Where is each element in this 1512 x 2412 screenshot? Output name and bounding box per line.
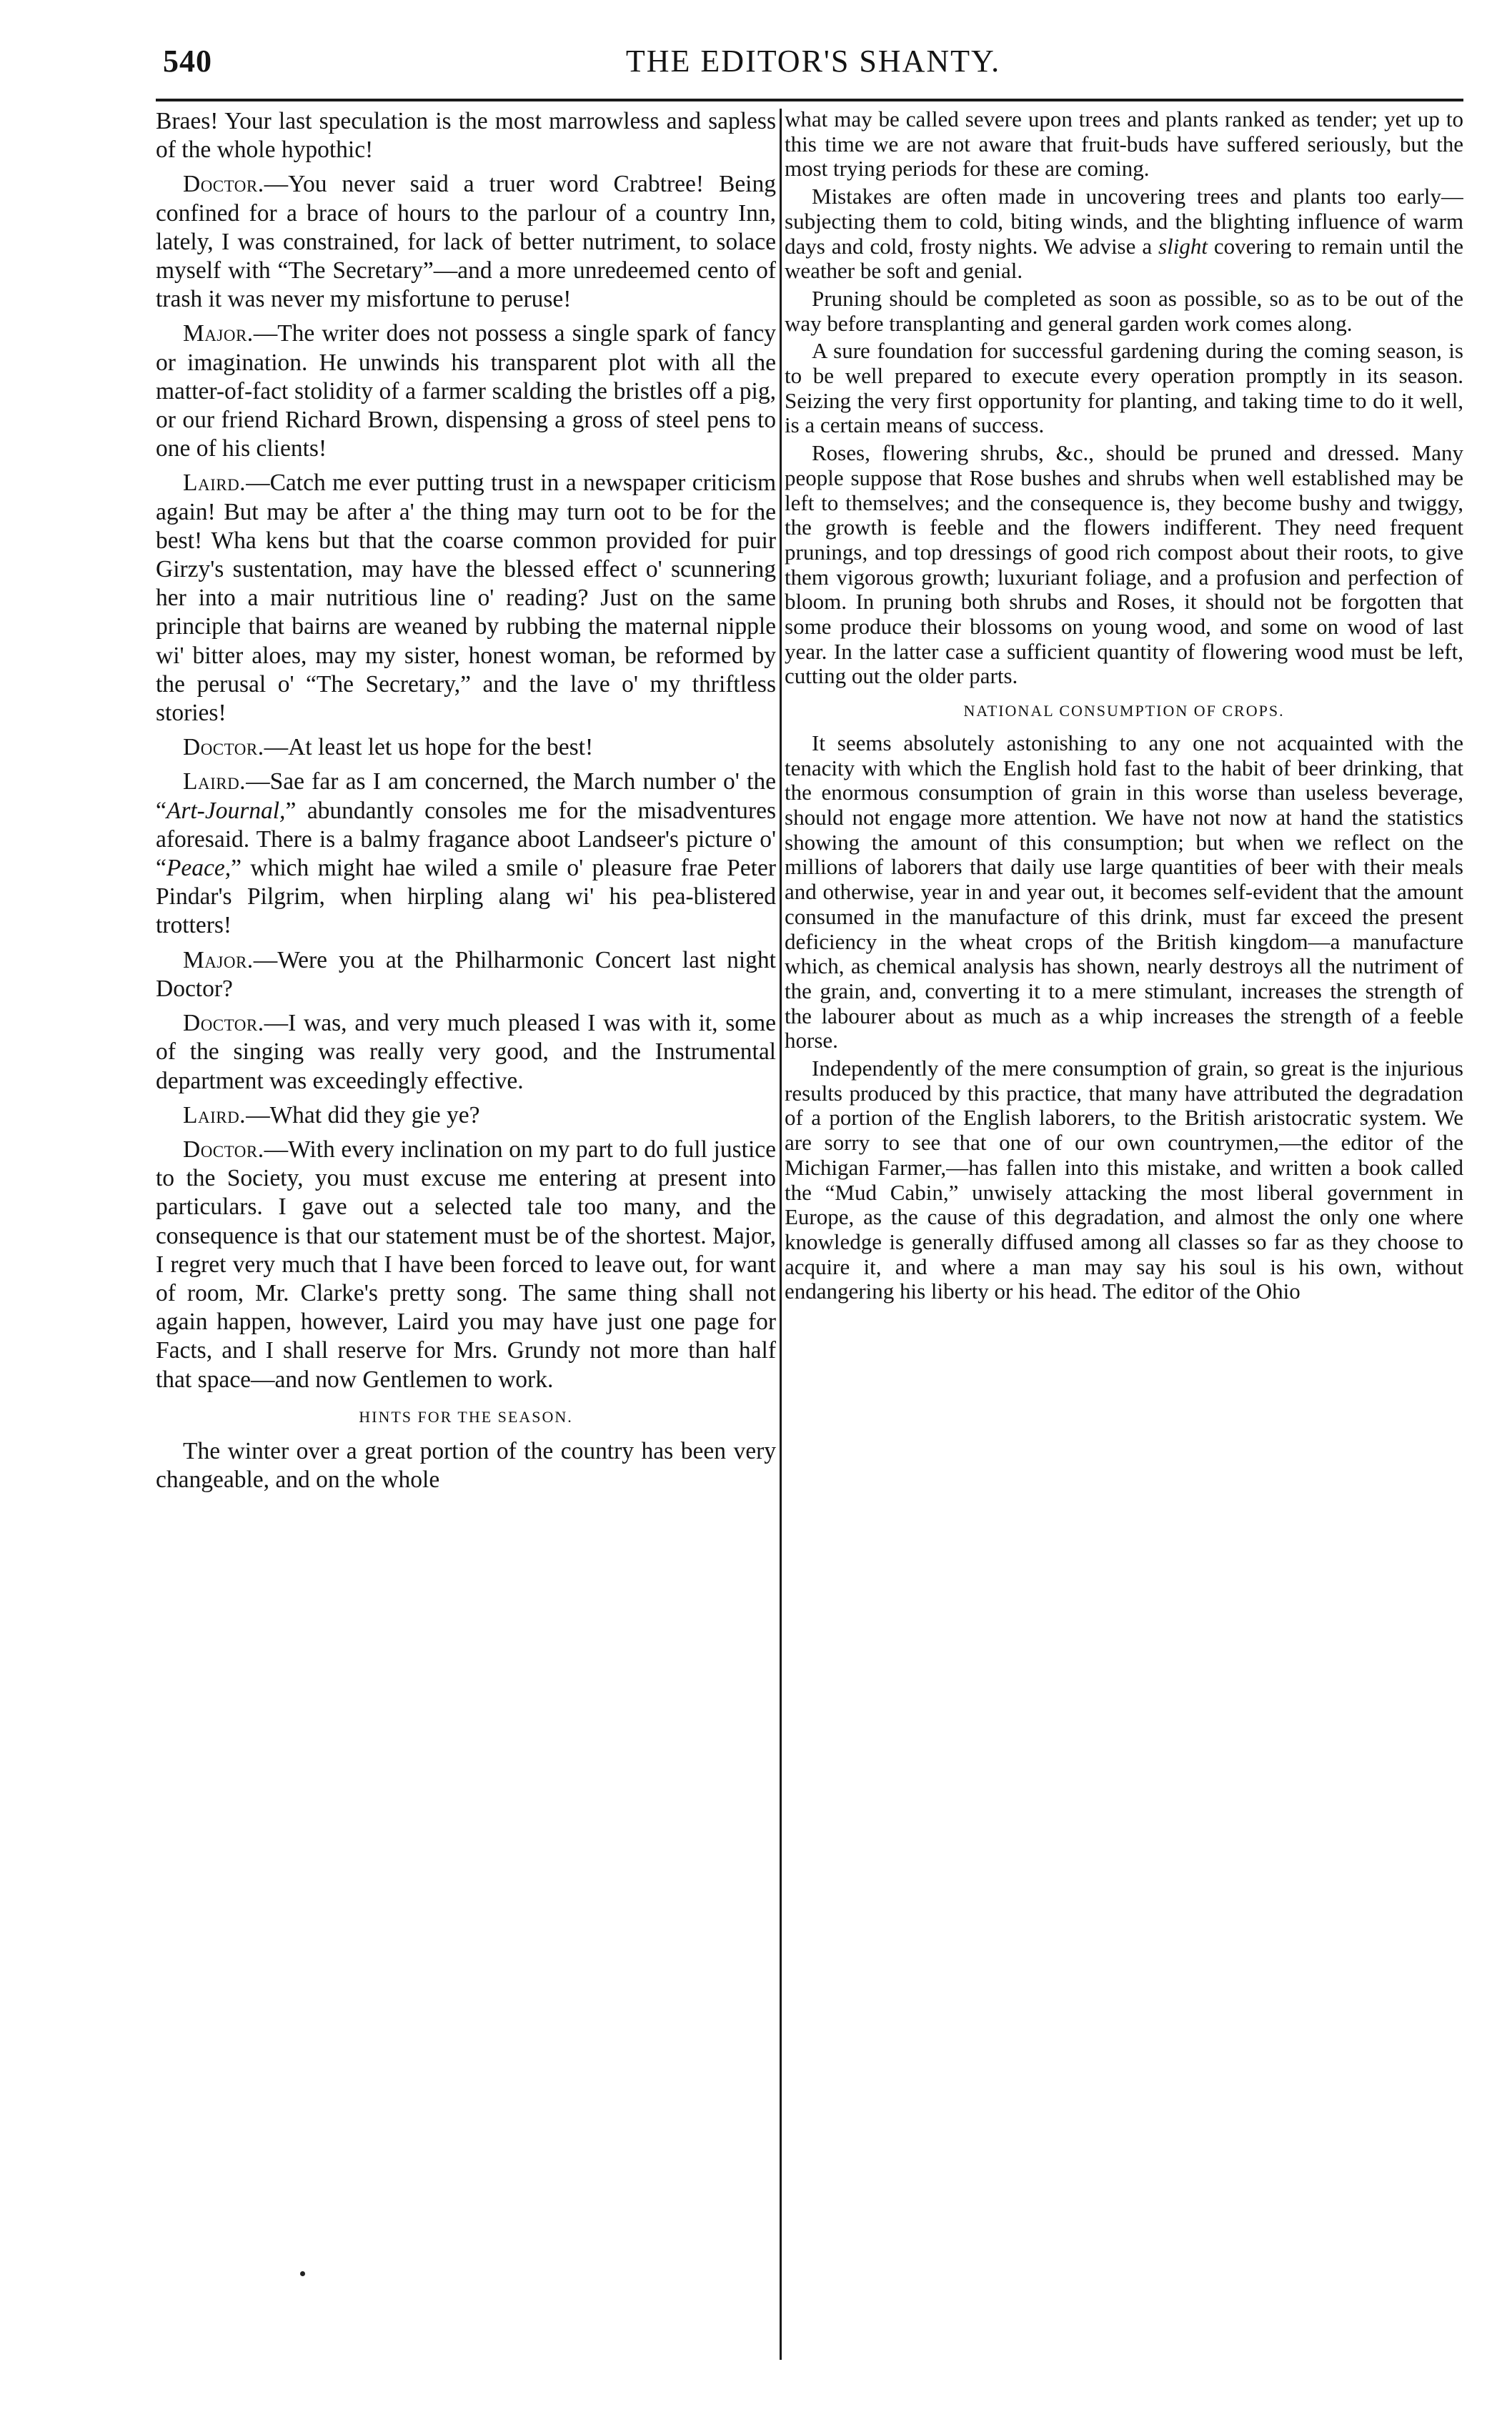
paragraph [156,733,776,762]
speaker-name: Doctor. [183,1136,264,1163]
paragraph [156,1009,776,1096]
paragraph [156,1136,776,1394]
left-column [156,107,776,2369]
speaker-name: Laird. [183,1101,247,1128]
page-number: 540 [163,44,212,79]
paragraph-text: —I was, and very much pleased I was with it, some of the singing was really very good, and the Instrumental department was exceedingly effective. [156,1010,776,1094]
paragraph-text: Roses, flowering shrubs, &c., should be pruned and dressed. Many people suppose that Rose bushes and shrubs when well established may be left to themselves; and the consequence is, they become bushy and twiggy, the growth is feeble and the flowers indifferent. They need frequent prunings, and top dressings of good rich compost about their roots, to give them vigorous growth; luxuriant foliage, and a profusion and perfection of bloom. In pruning both shrubs and Roses, it should not be forgotten that some produce their blossoms on young wood, and some on wood of last year. In the latter case a sufficient quantity of flowering wood must be left, cutting out the older parts. [785,440,1463,689]
section-heading: NATIONAL CONSUMPTION OF CROPS. [963,702,1285,720]
paragraph-text: It seems absolutely astonishing to any one not acquainted with the tenacity with which the English hold fast to the habit of beer drinking, that the enormous consumption of grain in this worse than useless beverage, should not engage more attention. We have not now at hand the statistics showing the amount of this consumption; but when we reflect on the millions of laborers that daily use large quantities of beer with their meals and otherwise, year in and year out, it becomes self-evident that the amount consumed in the manufacture of this drink, must far exceed the present deficiency in the wheat crops of the British kingdom—a manufacture which, as chemical analysis has shown, nearly destroys all the nutriment of the grain, and, converting it to a mere stimulant, increases the strength of the labourer about as much as a whip increases the strength of a feeble horse. [785,730,1463,1053]
paragraph [785,441,1463,689]
paragraph [156,1437,776,1494]
speaker-name: Doctor. [183,1010,264,1037]
paragraph-text: Braes! Your last speculation is the most marrowless and sapless of the whole hypothic! [156,108,776,164]
speaker-name: Laird. [183,470,247,497]
paragraph-text: ” abundantly consoles me for the misadventures aforesaid. There is a balmy fragance aboot Landseer's picture o' “ [156,797,776,882]
section-heading: HINTS FOR THE SEASON. [359,1407,573,1426]
paragraph-text: —At least let us hope for the best! [264,734,594,761]
paragraph [156,107,776,164]
speaker-name: Major. [183,946,254,973]
running-title: THE EDITOR'S SHANTY. [625,44,1001,79]
paragraph-text: —With every inclination on my part to do full justice to the Society, you must excuse me entering at present into particulars. I gave out a selected tale too many, and the consequence is that our statement must be of the shortest. Major, I regret very much that I have been forced to leave out, for want of room, Mr. Clarke's pretty song. The same thing shall not again happen, however, Laird you may have just one page for Facts, and I shall reserve for Mrs. Grundy not more than half that space—and now Gentlemen to work. [156,1136,776,1393]
page-header [163,37,1463,99]
italic-title: Peace, [166,855,232,882]
speaker-name: Laird. [183,768,247,795]
paragraph [785,107,1463,182]
speaker-name: Major. [183,320,254,347]
paragraph [156,946,776,1003]
italic-title: Art-Journal, [166,797,286,824]
paragraph [156,469,776,728]
speaker-name: Doctor. [183,171,264,198]
paragraph-text: —What did they gie ye? [246,1101,480,1128]
paragraph [156,1101,776,1130]
paragraph-text: what may be called severe upon trees and plants ranked as tender; yet up to this time we are not aware that fruit-buds have suffered seriously, but the most trying periods for these are coming. [785,107,1463,182]
paragraph-text: Independently of the mere consumption of grain, so great is the injurious results produced by this practice, that many have attributed the degradation of a portion of the English laborers, to the British aristocratic system. We are sorry to see that one of our own countrymen,—the editor of the Michigan Farmer,—has fallen into this mistake, and written a book called the “Mud Cabin,” unwisely attacking the most liberal government in Europe, as the cause of this degradation, and almost the only one where knowledge is generally diffused among all classes so far as they choose to acquire it, and where a man may say his soul is his own, without endangering his liberty or his head. The editor of the Ohio [785,1056,1463,1304]
header-rule [156,99,1463,101]
paragraph-text: —You never said a truer word Crabtree! Being confined for a brace of hours to the parlour of a country Inn, lately, I was constrained, for lack of better nutriment, to solace myself with “The Secretary”—and a more unredeemed cento of trash it was never my misfortune to peruse! [156,171,776,313]
paragraph-text: —Were you at the Philharmonic Concert last night Doctor? [156,946,776,1002]
paragraph-text: A sure foundation for successful gardening during the coming season, is to be well prepared to execute every operation promptly in its season. Seizing the very first opportunity for planting, and taking time to do it well, is a certain means of success. [785,338,1463,438]
speaker-name: Doctor. [183,734,264,761]
paragraph [785,184,1463,284]
paragraph-text: The winter over a great portion of the country has been very changeable, and on the whole [156,1437,776,1494]
paragraph [156,768,776,940]
paragraph-text: ” which might hae wiled a smile o' pleasure frae Peter Pindar's Pilgrim, when hirpling alang wi' his pea-blistered trotters! [156,855,776,939]
italic-word: slight [1158,233,1208,259]
paragraph [156,319,776,463]
paragraph [785,287,1463,336]
paragraph-text: —Sae far as I am concerned, the March number o' the “ [156,768,776,824]
paragraph [785,1056,1463,1304]
paragraph-text: covering to remain until the weather be soft and genial. [785,233,1463,284]
paragraph [785,339,1463,438]
right-column [785,107,1463,2369]
paragraph [785,731,1463,1053]
paragraph-text: Pruning should be completed as soon as possible, so as to be out of the way before transplanting and general garden work comes along. [785,285,1463,336]
column-divider [780,109,782,2360]
paragraph-text: Mistakes are often made in uncovering trees and plants too early—subjecting them to cold, biting winds, and the blighting influence of warm days and cold, frosty nights. We advise a [785,184,1463,259]
ink-dot [300,2271,305,2276]
paragraph-text: —The writer does not possess a single spark of fancy or imagination. He unwinds his transparent plot with all the matter-of-fact stolidity of a farmer scalding the bristles off a pig, or our friend Richard Brown, dispensing a gross of steel pens to one of his clients! [156,320,776,462]
paragraph-text: —Catch me ever putting trust in a newspaper criticism again! But may be after a' the thing may turn oot to be for the best! Wha kens but that the coarse common provided for puir Girzy's sustentation, may have the blessed effect o' scunnering her into a mair nutritious line o' reading? Just on the same principle that bairns are weaned by rubbing the maternal nipple wi' bitter aloes, may my sister, honest woman, be reformed by the perusal o' “The Secretary,” and the lave o' my thriftless stories! [156,470,776,727]
paragraph [156,170,776,314]
